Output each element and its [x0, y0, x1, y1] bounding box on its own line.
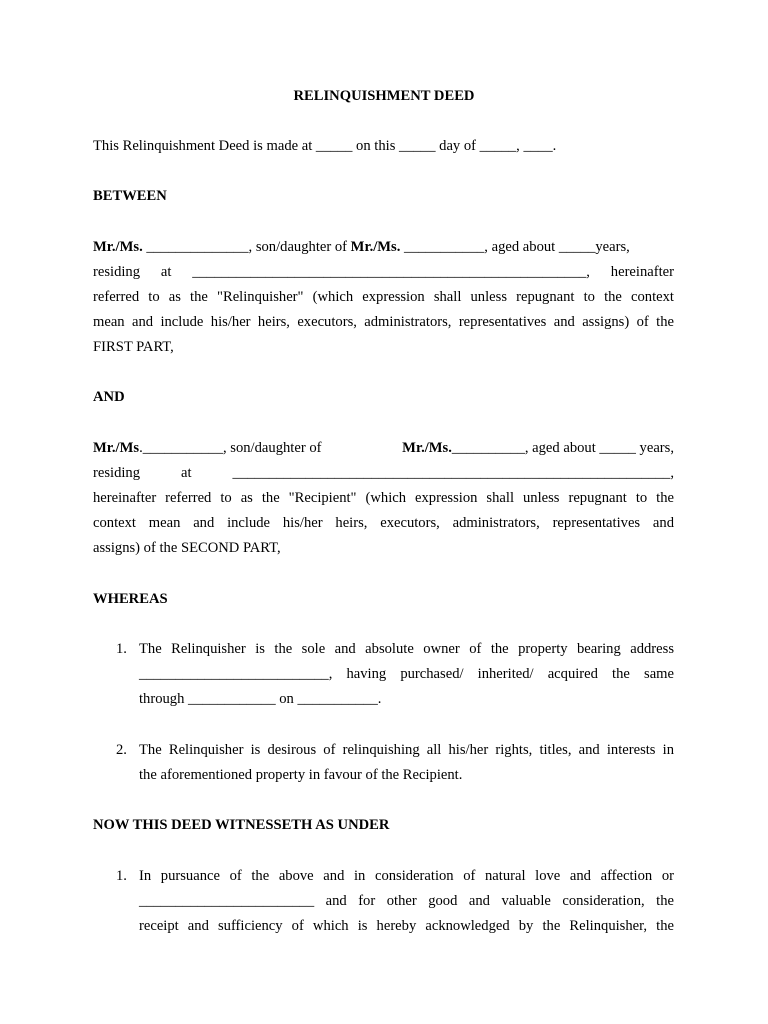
between-heading: BETWEEN: [93, 188, 167, 204]
first-party-line-1: [93, 238, 674, 257]
whereas-item-1-number: 1.: [116, 641, 127, 657]
first-party-line-3: referred to as the "Relinquisher" (which expression shall unless repugnant to the context: [93, 289, 674, 305]
first-party-hereinafter: hereinafter: [610, 264, 674, 280]
whereas-item-2-line-1: The Relinquisher is desirous of relinquishing all his/her rights, titles, and interests in: [139, 742, 674, 758]
second-party-line-3: hereinafter referred to as the "Recipient" (which expression shall unless repugnant to the: [93, 490, 674, 506]
first-party-title-2: Mr./Ms.: [350, 239, 401, 255]
witnesseth-item-1-line-1: In pursuance of the above and in consideration of natural love and affection or: [139, 868, 674, 884]
whereas-item-1-line-2: __________________________, having purchased/ inherited/ acquired the same: [139, 666, 674, 682]
witnesseth-item-1-line-3: receipt and sufficiency of which is hereby acknowledged by the Relinquisher, the: [139, 918, 674, 934]
and-heading: AND: [93, 389, 125, 405]
second-party-line-1: [93, 439, 674, 458]
second-party-address-blank: ____________________________________________________________,: [232, 465, 674, 481]
second-party-at: at: [181, 465, 192, 481]
first-party-text-1: ______________, son/daughter of: [142, 239, 351, 255]
second-party-residing: residing: [93, 465, 141, 481]
whereas-item-2-line-2: the aforementioned property in favour of the Recipient.: [139, 767, 463, 783]
first-party-residing: residing: [93, 264, 141, 280]
first-party-line-5: FIRST PART,: [93, 339, 174, 355]
intro-line: This Relinquishment Deed is made at _____ on this _____ day of _____, ____.: [93, 138, 557, 154]
second-party-title-2: Mr./Ms.: [402, 440, 452, 456]
whereas-item-1-line-3: through ____________ on ___________.: [139, 691, 382, 707]
first-party-text-2: ___________, aged about _____years,: [400, 239, 630, 255]
second-party-text-2: __________, aged about _____ years,: [451, 440, 674, 456]
whereas-heading: WHEREAS: [93, 591, 168, 607]
witnesseth-heading: NOW THIS DEED WITNESSETH AS UNDER: [93, 817, 390, 833]
second-party-segment-1: [93, 439, 321, 458]
second-party-segment-2: [402, 439, 674, 458]
second-party-line-5: assigns) of the SECOND PART,: [93, 540, 281, 556]
first-party-line-2: [93, 263, 674, 282]
second-party-title-1: Mr./Ms: [93, 440, 140, 456]
witnesseth-item-1-line-2: ________________________ and for other good and valuable consideration, the: [139, 893, 674, 909]
second-party-line-4: context mean and include his/her heirs, executors, administrators, representatives and: [93, 515, 674, 531]
witnesseth-item-1-number: 1.: [116, 868, 127, 884]
whereas-item-2-number: 2.: [116, 742, 127, 758]
first-party-line-4: mean and include his/her heirs, executors, administrators, representatives and assigns) of the: [93, 314, 674, 330]
whereas-item-1-line-1: The Relinquisher is the sole and absolute owner of the property bearing address: [139, 641, 674, 657]
second-party-line-2: [93, 464, 674, 483]
second-party-text-1: .___________, son/daughter of: [139, 440, 322, 456]
first-party-title-1: Mr./Ms.: [93, 239, 143, 255]
document-title: RELINQUISHMENT DEED: [293, 88, 475, 104]
first-party-at: at: [160, 264, 172, 280]
first-party-address-blank: ______________________________________________________,: [192, 264, 590, 280]
